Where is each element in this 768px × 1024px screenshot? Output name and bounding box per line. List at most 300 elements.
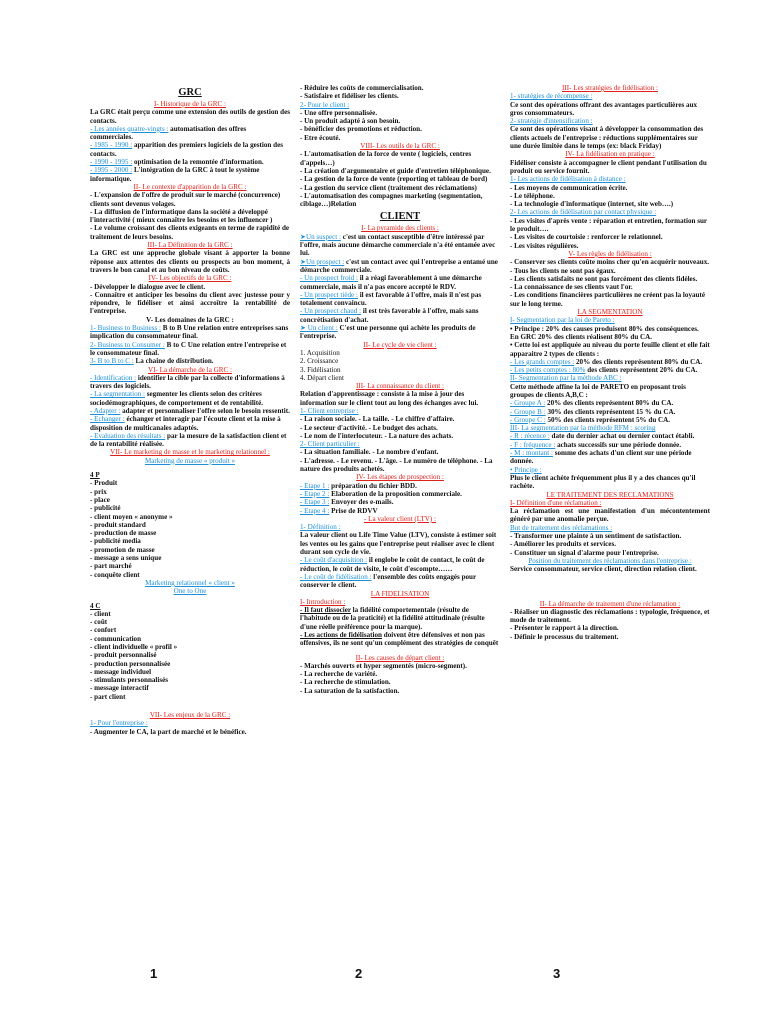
col3-text: - Améliorer les produits et services. xyxy=(510,540,616,549)
col1-text: - Connaître et anticiper les besoins du client avec justesse pour y répondre, le fidéliser et ainsi accroître la rentabilité de l'entreprise. xyxy=(90,290,290,316)
col1-text: Marketing de masse « produit » xyxy=(144,456,236,465)
col1-text-rest: B to C Une relation entre l'entreprise et le consommateur final. xyxy=(90,340,287,357)
col2-line xyxy=(300,175,500,183)
col2-text-rest: il est très favorable à l'offre, mais sans concrétisation d'achat. xyxy=(300,307,479,324)
col1-line xyxy=(90,432,290,449)
col3-text: - Définir le processus du traitement. xyxy=(510,632,619,641)
col1-line xyxy=(90,587,290,595)
col1-line xyxy=(90,374,290,391)
col2-text: - Les actions de fidélisation xyxy=(300,631,382,639)
col3-text-rest: 20% des clients représentent 80% du CA. xyxy=(574,357,703,366)
col1-text: - La segmentation : xyxy=(90,390,145,399)
col1-text: La GRC était perçu comme une extension des outils de gestion des contacts. xyxy=(90,108,290,125)
col2-line xyxy=(300,515,500,523)
col3-line xyxy=(510,416,710,424)
col3-line xyxy=(510,408,710,416)
col1-line xyxy=(90,291,290,316)
column-1 xyxy=(90,84,290,736)
col3-line xyxy=(510,491,710,499)
col1-line xyxy=(90,728,290,736)
col1-line xyxy=(90,529,290,537)
col2-text: - Etape 2 : xyxy=(300,489,330,498)
col2-text: 2- Pour le client : xyxy=(300,100,350,109)
col1-line xyxy=(90,554,290,562)
col1-text: - Echanger : xyxy=(90,415,125,424)
col1-line xyxy=(90,86,290,99)
col1-text-rest: identifier la cible par la collecte d'informations à travers des logiciels. xyxy=(90,373,285,391)
col3-line xyxy=(510,175,710,183)
col2-text: VIII- Les outils de la GRC : xyxy=(360,142,440,151)
col2-line xyxy=(300,407,500,415)
col3-text: - Les petits comptes : 80% xyxy=(510,366,586,375)
col1-line xyxy=(90,415,290,432)
col3-line xyxy=(510,150,710,158)
col3-line xyxy=(510,159,710,176)
col3-text: - Les visites régulières. xyxy=(510,241,579,250)
col1-line xyxy=(90,635,290,643)
col2-line xyxy=(300,482,500,490)
col1-text: 1- Business to Business : xyxy=(90,324,161,333)
col2-text: - Etre écouté. xyxy=(300,133,341,142)
col1-text: - confort xyxy=(90,626,117,635)
col1-text: - Adapter : xyxy=(90,406,121,415)
col3-line xyxy=(510,258,710,266)
col2-text: II- Le cycle de vie client : xyxy=(363,340,437,349)
col3-text: La réclamation est une manifestation d'un mécontentement généré par une anomalie perçue. xyxy=(510,507,710,524)
col3-line xyxy=(510,217,710,234)
col1-line xyxy=(90,701,290,711)
col2-text: I- Introduction : xyxy=(300,597,346,606)
col3-line xyxy=(510,242,710,250)
col2-text: 4. Départ client xyxy=(300,373,344,382)
col1-text: One to One xyxy=(173,587,207,596)
col1-text: - produit standard xyxy=(90,520,146,529)
col1-line xyxy=(90,249,290,274)
col1-line xyxy=(90,504,290,512)
col2-text: II- Les causes de départ client : xyxy=(355,653,445,662)
col2-line xyxy=(300,324,500,341)
col2-text: - La raison sociale. - La taille. - Le chiffre d'affaire. xyxy=(300,415,455,424)
col3-line xyxy=(510,474,710,491)
col2-text: - Marchés ouverts et hyper segmentés (micro-segment). xyxy=(300,661,467,670)
col1-text-rest: par la mesure de la satisfaction client et de la rentabilité réalisée. xyxy=(90,431,287,449)
col2-line xyxy=(300,523,500,531)
col1-text-rest: adapter et personnaliser l'offre selon le besoin ressentit. xyxy=(120,406,290,415)
col2-line xyxy=(300,448,500,456)
col1-text: - Les années quatre-vingts : xyxy=(90,124,169,133)
col2-text: - L'adresse. - Le revenu. - L'âge. - Le numéro de téléphone. - La nature des produits achetés. xyxy=(300,456,493,474)
col3-text: - La connaissance de ses clients vaut l'or. xyxy=(510,283,633,292)
col3-text-rest: somme des achats d'un client sur une période donnée. xyxy=(510,449,692,466)
col1-line xyxy=(90,571,290,579)
col2-text: ➤ Un client : xyxy=(300,324,338,333)
col1-line xyxy=(90,125,290,142)
col3-text: Ce sont des opérations offrant des avantages particulières aux gros consommateurs. xyxy=(510,100,698,117)
col3-line xyxy=(510,524,710,532)
col1-text: - client moyen « anonyme » xyxy=(90,512,173,521)
col3-text: Cette méthode affine la loi de PARETO en proposant trois groupes de clients A,B,C : xyxy=(510,382,686,399)
col3-line xyxy=(510,565,710,573)
col2-line xyxy=(300,274,500,291)
col2-text: - La gestion de la force de vente (reporting et tableau de bord) xyxy=(300,175,488,184)
col3-line xyxy=(510,208,710,216)
col2-text: - La valeur client (LTV) : xyxy=(363,514,437,523)
col1-text: 2- Business to Consumer : xyxy=(90,340,165,349)
col2-line xyxy=(300,440,500,448)
col2-line xyxy=(300,366,500,374)
col1-line xyxy=(90,341,290,358)
col2-text: - Le coût de fidélisation : xyxy=(300,572,372,581)
col2-line xyxy=(300,349,500,357)
col2-line xyxy=(300,490,500,498)
col2-line xyxy=(300,92,500,100)
col3-text: - Les clients satisfaits ne sont pas forcément des clients fidèles. xyxy=(510,274,698,283)
col1-line xyxy=(90,108,290,125)
col3-line xyxy=(510,192,710,200)
col1-text-rest: La chaine de distribution. xyxy=(133,357,214,366)
col2-text: - Le coût d'acquisition : xyxy=(300,556,368,565)
col3-text: LA SEGMENTATION xyxy=(577,308,643,317)
col2-text: CLIENT xyxy=(379,211,421,223)
col3-text: - Réaliser un diagnostic des réclamations : typologie, fréquence, et mode de traitement. xyxy=(510,607,710,625)
col2-line xyxy=(300,224,500,232)
col1-line xyxy=(90,366,290,374)
col2-text-rest: la fidélité comportementale (résulte de l'habitude ou de la praticité) et la fidélité attitudinale (résulte d'une réelle préférence pour la marque). xyxy=(300,606,485,631)
col1-line xyxy=(90,693,290,701)
col2-text: III- La connaissance du client : xyxy=(355,382,445,391)
col3-line xyxy=(510,540,710,548)
col1-text-rest: échanger et interagir par l'écoute client et la mise à disposition de multicanales adaptés. xyxy=(90,415,281,432)
col1-line xyxy=(90,390,290,407)
col3-text: - R : récence : xyxy=(510,432,550,441)
col2-text: ➤Un prospect : xyxy=(300,257,345,266)
col1-text: - coût xyxy=(90,618,108,627)
col2-line xyxy=(300,498,500,506)
col2-line xyxy=(300,390,500,407)
col3-text: - Groupe C : xyxy=(510,415,546,424)
col1-text: - communication xyxy=(90,634,142,643)
col1-text: - L'expansion de l'offre de produit sur le marché (concurrence) clients sont devenus volages. xyxy=(90,191,281,208)
col2-text-rest: il a réagi favorablement à une démarche commerciale, mais il n'a pas encore accepté le RDV. xyxy=(300,274,482,291)
col2-text: - Etape 1 : xyxy=(300,481,330,490)
col2-text: 3. Fidélisation xyxy=(300,365,341,374)
col3-line xyxy=(510,608,710,625)
column-3 xyxy=(510,84,710,641)
col2-line xyxy=(300,167,500,175)
col3-line xyxy=(510,574,710,584)
col1-line xyxy=(90,513,290,521)
col1-text-rest: B to B Une relation entre entreprises sans implication du consommateur final. xyxy=(90,324,289,341)
col2-text-rest: c'est un contact avec qui l'entreprise a entamé une démarche commerciale. xyxy=(300,257,498,274)
col3-line xyxy=(510,374,710,382)
col2-text: - La création d'argumentaire et guide d'entretien téléphonique. xyxy=(300,166,491,175)
col1-text-rest: optimisation de la remontée d'information. xyxy=(132,158,264,167)
col1-line xyxy=(90,496,290,504)
col3-line xyxy=(510,557,710,565)
col1-line xyxy=(90,274,290,282)
col3-line xyxy=(510,366,710,374)
col1-line xyxy=(90,579,290,587)
col1-text: GRC xyxy=(178,87,202,98)
col2-line xyxy=(300,457,500,474)
col1-line xyxy=(90,357,290,365)
col3-line xyxy=(510,358,710,366)
col1-line xyxy=(90,479,290,487)
col2-text-rest: doivent être défensives et non pas offensives, ils ne sont qu'un complément des stratégies de conquêt xyxy=(300,631,499,648)
col2-line xyxy=(300,101,500,109)
col2-text-rest: il est favorable à l'offre, mais il n'est pas totalement convaincu. xyxy=(300,290,482,308)
col2-text: Relation d'apprentissage : consiste à la mise à jour des information sur le client tout au long des échanges avec lui. xyxy=(300,390,479,407)
col3-line xyxy=(510,584,710,594)
col2-line xyxy=(300,192,500,209)
col3-text: • Cette loi est appliquée au niveau du porte feuille client et elle fait apparaitre 2 types de clients : xyxy=(510,341,710,358)
col3-text: - Groupe A : xyxy=(510,399,546,408)
col1-line xyxy=(90,488,290,496)
col3-text: 2- stratégie d'intensification : xyxy=(510,117,593,126)
col2-text: - La gestion du service client (traitement des réclamations) xyxy=(300,183,477,192)
col3-text: III- Les stratégies de fidélisation : xyxy=(562,84,658,92)
col2-text: - Une offre personnalisée. xyxy=(300,108,378,117)
col3-text-rest: des clients représentent 20% du CA. xyxy=(585,366,698,375)
col2-text: - La saturation de la satisfaction. xyxy=(300,686,400,695)
col1-text: 4 P xyxy=(90,471,100,480)
col1-text: - Le volume croissant des clients exigeants en terme de rapidité de traitement de leurs besoins. xyxy=(90,224,290,241)
col2-text: - Le nom de l'interlocuteur. - La nature des achats. xyxy=(300,431,454,440)
col2-text: - L'automatisation des compagnes marketing (segmentation, ciblage…)Relation xyxy=(300,191,483,209)
col2-line xyxy=(300,556,500,573)
col2-text: ➤Un suspect : xyxy=(300,232,342,241)
col3-text: I- Définition d'une réclamation : xyxy=(510,498,602,507)
col2-text-rest: l'ensemble des coûts engagés pour conserver le client. xyxy=(300,572,477,590)
col1-text: - promotion de masse xyxy=(90,545,155,554)
col2-text-rest: Envoyer des e-mails. xyxy=(329,498,394,507)
col3-text-rest: date du dernier achat ou dernier contact établi. xyxy=(549,432,695,441)
col1-line xyxy=(90,224,290,241)
col3-line xyxy=(510,308,710,316)
col2-text-rest: Elaboration de la proposition commerciale. xyxy=(329,489,462,498)
col2-line xyxy=(300,109,500,117)
col2-text: - Il faut dissocier xyxy=(300,606,351,615)
col1-text: - Développer le dialogue avec le client. xyxy=(90,282,206,291)
col2-line xyxy=(300,507,500,515)
col1-line xyxy=(90,407,290,415)
col3-text: En GRC 20% des clients réalisent 80% du CA. xyxy=(510,332,653,341)
col3-text: Service consommateur, service client, direction relation client. xyxy=(510,565,697,574)
col1-text-rest: segmenter les clients selon des critères sociodémographiques, de comportement et de rentabilité. xyxy=(90,390,264,407)
col2-text: LA FIDELISATION xyxy=(370,589,430,598)
col3-line xyxy=(510,624,710,632)
col2-line xyxy=(300,573,500,590)
col2-line xyxy=(300,134,500,142)
col1-text: 3- B to B to C : xyxy=(90,357,134,366)
col1-line xyxy=(90,141,290,158)
col3-line xyxy=(510,84,710,92)
col3-line xyxy=(510,532,710,540)
col3-text: - Les visites d'après vente : réparation et entretien, formation sur le produit…. xyxy=(510,216,707,234)
col2-text-rest: préparation du fichier BDD. xyxy=(329,481,417,490)
col3-line xyxy=(510,316,710,324)
col1-text: - production personnalisée xyxy=(90,659,171,668)
col3-text: - Tous les clients ne sont pas égaux. xyxy=(510,266,616,275)
col3-text: 1- stratégies de récompense : xyxy=(510,92,593,101)
col3-text: - Constituer un signal d'alarme pour l'entreprise. xyxy=(510,548,659,557)
col2-line xyxy=(300,233,500,258)
col3-line xyxy=(510,92,710,100)
col3-text: Position du traitement des réclamations dans l'entreprise : xyxy=(528,556,692,565)
col1-text: - message a sens unique xyxy=(90,554,162,563)
col3-line xyxy=(510,184,710,192)
col1-text: - 1995 - 2000 : xyxy=(90,166,133,175)
col1-line xyxy=(90,521,290,529)
col2-text: - Un prospect chaud : xyxy=(300,307,362,316)
col1-line xyxy=(90,241,290,249)
col1-text: III- La Définition de la GRC : xyxy=(147,241,233,250)
col1-line xyxy=(90,166,290,183)
col3-text: - Conserver ses clients coûte moins cher qu'en acquérir nouveaux. xyxy=(510,258,710,267)
col1-line xyxy=(90,626,290,634)
col1-line xyxy=(90,562,290,570)
col3-text: - Les visites de courtoisie : renforcer le relationnel. xyxy=(510,233,663,242)
col2-line xyxy=(300,670,500,678)
col1-line xyxy=(90,684,290,692)
col3-text: But de traitement des réclamations : xyxy=(510,523,613,532)
col3-text-rest: achats successifs sur une période donnée. xyxy=(555,440,682,449)
col2-line xyxy=(300,590,500,598)
col1-text: - La diffusion de l'informatique dans la société a développé l'interactivité ( mieux connaître les besoins et les influencer ) xyxy=(90,207,273,225)
col1-line xyxy=(90,618,290,626)
col3-line xyxy=(510,341,710,358)
col1-line xyxy=(90,537,290,545)
col3-line xyxy=(510,600,710,608)
col3-text: - Présenter le rapport à la direction. xyxy=(510,624,619,633)
page-number-3: 3 xyxy=(553,966,561,981)
page-number-2: 2 xyxy=(355,966,363,981)
col1-line xyxy=(90,719,290,727)
col3-line xyxy=(510,283,710,291)
col1-text: - production de masse xyxy=(90,529,157,538)
col1-line xyxy=(90,471,290,479)
col2-text: La valeur client ou Life Time Value (LTV), consiste à estimer soit les ventes ou les gains que l'entreprise peut réaliser avec le client durant son cycle de vie. xyxy=(300,531,497,557)
col3-text: III- La segmentation par la méthode RFM : scoring xyxy=(510,424,656,433)
col1-line xyxy=(90,158,290,166)
col3-line xyxy=(510,333,710,341)
col2-line xyxy=(300,424,500,432)
col3-line xyxy=(510,117,710,125)
col2-text: - Etape 4 : xyxy=(300,506,330,515)
col2-text-rest: C'est une personne qui achète les produits de l'entreprise. xyxy=(300,324,476,341)
col2-text-rest: Prise de RDVV xyxy=(329,506,378,515)
col2-text: - Satisfaire et fidéliser les clients. xyxy=(300,92,399,101)
col1-text: - Identification : xyxy=(90,373,137,382)
col2-line xyxy=(300,687,500,695)
col1-line xyxy=(90,316,290,324)
col3-line xyxy=(510,233,710,241)
col2-line xyxy=(300,258,500,275)
col3-text: Plus le client achète fréquemment plus il y a des chances qu'il rachète. xyxy=(510,473,696,491)
col1-text: Marketing relationnel « client » xyxy=(145,578,235,587)
col2-line xyxy=(300,654,500,662)
col3-text: 2- Les actions de fidélisation par contact physique : xyxy=(510,208,657,217)
col1-text: I- Historique de la GRC : xyxy=(154,100,226,108)
col1-line xyxy=(90,668,290,676)
col3-line xyxy=(510,499,710,507)
col2-line xyxy=(300,374,500,382)
col2-line xyxy=(300,678,500,686)
col3-text: - Les conditions financières particulières ne créent pas la loyauté sur le long terme. xyxy=(510,291,705,308)
col2-line xyxy=(300,125,500,133)
col2-text: - Un prospect tiède : xyxy=(300,290,358,299)
col3-text: - Le téléphone. xyxy=(510,191,555,200)
col3-text: • Principe : xyxy=(510,465,542,474)
col1-text: - part client xyxy=(90,692,126,701)
col2-line xyxy=(300,415,500,423)
col3-text: - Les grands comptes : xyxy=(510,357,575,366)
col1-text: - client individuelle « profil » xyxy=(90,643,178,651)
col2-line xyxy=(300,531,500,556)
col2-text: 1- Définition : xyxy=(300,523,341,532)
col2-line xyxy=(300,307,500,324)
col3-text: II- La démarche de traitement d'une réclamation : xyxy=(539,599,681,608)
col3-line xyxy=(510,507,710,524)
col1-line xyxy=(90,546,290,554)
col1-text: - Produit xyxy=(90,479,118,488)
col2-text: - La recherche de stimulation. xyxy=(300,678,391,687)
col2-line xyxy=(300,341,500,349)
col2-line xyxy=(300,184,500,192)
col2-line xyxy=(300,473,500,481)
col1-line xyxy=(90,676,290,684)
col1-text: - Evaluation des résultats : xyxy=(90,431,166,440)
col2-text: 1. Acquisition xyxy=(300,348,340,357)
col1-text: VII- Les enjeux de la GRC : xyxy=(149,711,231,720)
col3-line xyxy=(510,200,710,208)
col2-text: - Un prospect froid : xyxy=(300,274,358,283)
col1-text: - Augmenter le CA, la part de marché et le bénéfice. xyxy=(90,727,247,736)
col3-line xyxy=(510,383,710,400)
col2-text: - L'automatisation de la force de vente ( logiciels, centres d'appels…) xyxy=(300,150,472,167)
col3-text-rest: 50% des clients représentent 5% du CA. xyxy=(545,415,671,424)
col2-line xyxy=(300,631,500,648)
col3-text: II- Segmentation par la méthode ABC : xyxy=(510,374,622,383)
col1-line xyxy=(90,191,290,208)
col3-text: Ce sont des opérations visant à développer la consommation des clients actuels de l'entreprise : réductions supplémentaires sur une durée limitée dans le temps (ex: black Friday) xyxy=(510,125,704,151)
col3-line xyxy=(510,250,710,258)
col2-line xyxy=(300,291,500,308)
col2-line xyxy=(300,142,500,150)
col2-line xyxy=(300,210,500,223)
col3-text: - Groupe B : xyxy=(510,407,546,416)
col3-line xyxy=(510,101,710,118)
page-number-1: 1 xyxy=(150,966,158,981)
col3-text: IV- La fidélisation en pratique : xyxy=(565,150,655,159)
col2-text: 2- Client particulier : xyxy=(300,440,360,449)
col2-text: - Réduire les coûts de commercialisation. xyxy=(300,84,424,92)
col1-text: V- Les domaines de la GRC : xyxy=(146,315,234,324)
col3-line xyxy=(510,424,710,432)
col1-line xyxy=(90,651,290,659)
col2-text: - Un produit adapté à son besoin. xyxy=(300,117,401,126)
col1-line xyxy=(90,457,290,465)
col1-line xyxy=(90,711,290,719)
col3-line xyxy=(510,399,710,407)
col3-text: 1- Les actions de fidélisation à distance : xyxy=(510,175,626,184)
col1-text: - message interactif xyxy=(90,684,149,693)
col3-line xyxy=(510,267,710,275)
col1-text: - 1990 - 1995 : xyxy=(90,158,133,167)
col1-line xyxy=(90,283,290,291)
col1-text: - conquête client xyxy=(90,570,140,579)
col1-text: II- Le contexte d'apparition de la GRC : xyxy=(133,182,247,191)
